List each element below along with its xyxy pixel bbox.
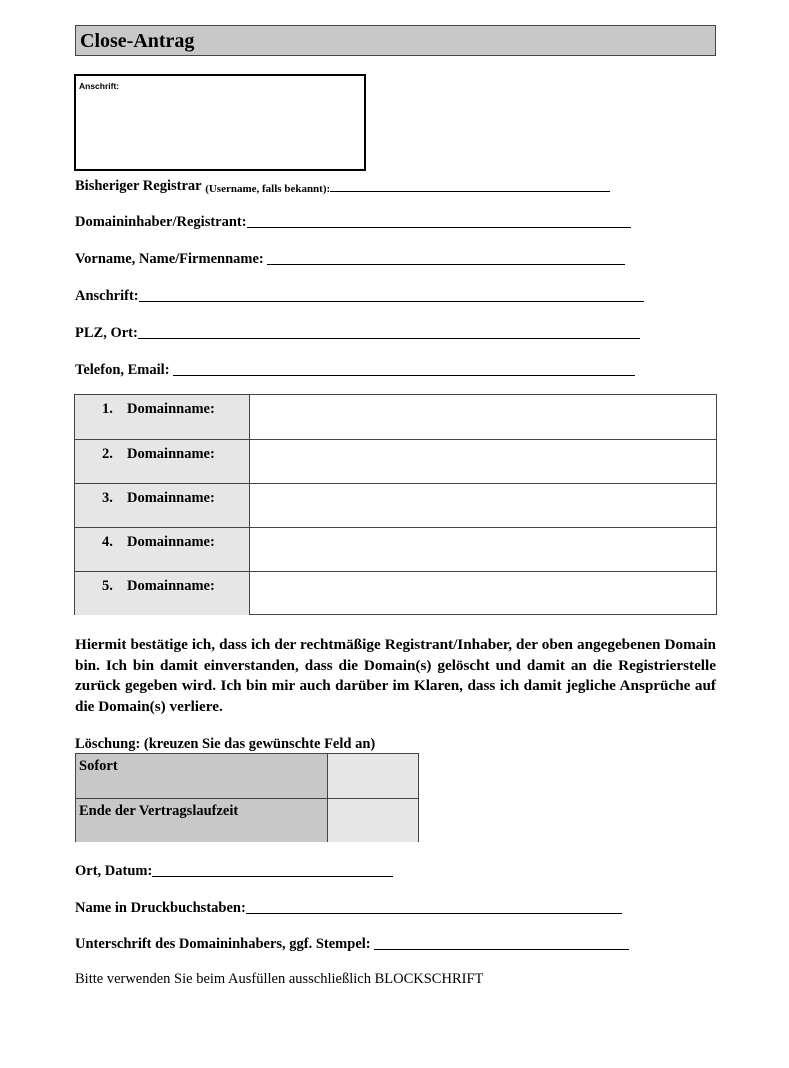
domain-label-cell <box>75 484 250 527</box>
deletion-option-contract-end-checkbox[interactable] <box>328 799 418 842</box>
domain-label-cell <box>75 528 250 571</box>
domain-input-4[interactable] <box>250 528 716 571</box>
field-zip-city <box>75 322 640 342</box>
domain-label-cell <box>75 440 250 483</box>
domain-label: Domainname: <box>127 578 215 594</box>
field-domain-owner <box>75 211 631 231</box>
name-input-line[interactable] <box>267 263 625 265</box>
field-printed-name <box>75 897 622 917</box>
field-phone-email <box>75 359 635 379</box>
printed-name-input-line[interactable] <box>246 912 622 914</box>
phone-email-input-line[interactable] <box>173 374 635 376</box>
field-hint: (Username, falls bekannt): <box>205 183 331 195</box>
domain-row <box>75 571 716 615</box>
domain-row <box>75 395 716 439</box>
field-label: PLZ, Ort: <box>75 325 138 341</box>
zip-city-input-line[interactable] <box>138 337 640 339</box>
domain-label: Domainname: <box>127 446 215 462</box>
domain-row <box>75 439 716 483</box>
deletion-options-table <box>75 753 419 842</box>
field-label: Vorname, Name/Firmenname: <box>75 251 264 267</box>
field-label: Telefon, Email: <box>75 362 170 378</box>
address-input-line[interactable] <box>139 300 644 302</box>
domain-table <box>74 394 717 615</box>
domain-label: Domainname: <box>127 401 215 417</box>
domain-number: 5. <box>102 578 113 594</box>
field-label: Name in Druckbuchstaben: <box>75 900 246 916</box>
domain-number: 1. <box>102 401 113 417</box>
field-label: Bisheriger Registrar <box>75 178 202 194</box>
domain-label-cell <box>75 572 250 615</box>
address-box-label: Anschrift: <box>79 81 120 91</box>
domain-owner-input-line[interactable] <box>247 226 631 228</box>
deletion-option-row <box>76 798 418 842</box>
field-label: Domaininhaber/Registrant: <box>75 214 247 230</box>
field-address <box>75 285 644 305</box>
deletion-option-label: Sofort <box>76 754 328 798</box>
previous-registrar-input-line[interactable] <box>330 190 610 192</box>
field-place-date <box>75 860 393 880</box>
domain-label: Domainname: <box>127 534 215 550</box>
domain-number: 2. <box>102 446 113 462</box>
place-date-input-line[interactable] <box>152 875 393 877</box>
domain-label-cell <box>75 395 250 439</box>
signature-input-line[interactable] <box>374 948 629 950</box>
deletion-option-label: Ende der Vertragslaufzeit <box>76 799 328 842</box>
field-label: Anschrift: <box>75 288 139 304</box>
field-label: Ort, Datum: <box>75 863 153 879</box>
domain-number: 3. <box>102 490 113 506</box>
domain-input-2[interactable] <box>250 440 716 483</box>
domain-row <box>75 527 716 571</box>
deletion-option-immediate-checkbox[interactable] <box>328 754 418 798</box>
domain-number: 4. <box>102 534 113 550</box>
deletion-option-row <box>76 754 418 798</box>
domain-input-5[interactable] <box>250 572 716 615</box>
address-box[interactable] <box>74 74 366 171</box>
field-signature <box>75 933 629 953</box>
deletion-heading: Löschung: (kreuzen Sie das gewünschte Feld an) <box>75 736 376 752</box>
footnote: Bitte verwenden Sie beim Ausfüllen ausschließlich BLOCKSCHRIFT <box>75 971 484 987</box>
domain-input-3[interactable] <box>250 484 716 527</box>
domain-input-1[interactable] <box>250 395 716 439</box>
domain-label: Domainname: <box>127 490 215 506</box>
field-name <box>75 248 625 268</box>
consent-statement: Hiermit bestätige ich, dass ich der rechtmäßige Registrant/Inhaber, der oben angegebenen Domain bin. Ich bin damit einverstanden, dass die Domain(s) gelöscht und damit an die Registrierstelle zurück gegeben wird. Ich bin mir auch darüber im Klaren, dass ich damit jegliche Ansprüche auf die Domain(s) verliere. <box>75 636 716 715</box>
field-previous-registrar <box>75 175 610 195</box>
page-title: Close-Antrag <box>75 25 716 56</box>
field-label: Unterschrift des Domaininhabers, ggf. Stempel: <box>75 936 371 952</box>
domain-row <box>75 483 716 527</box>
